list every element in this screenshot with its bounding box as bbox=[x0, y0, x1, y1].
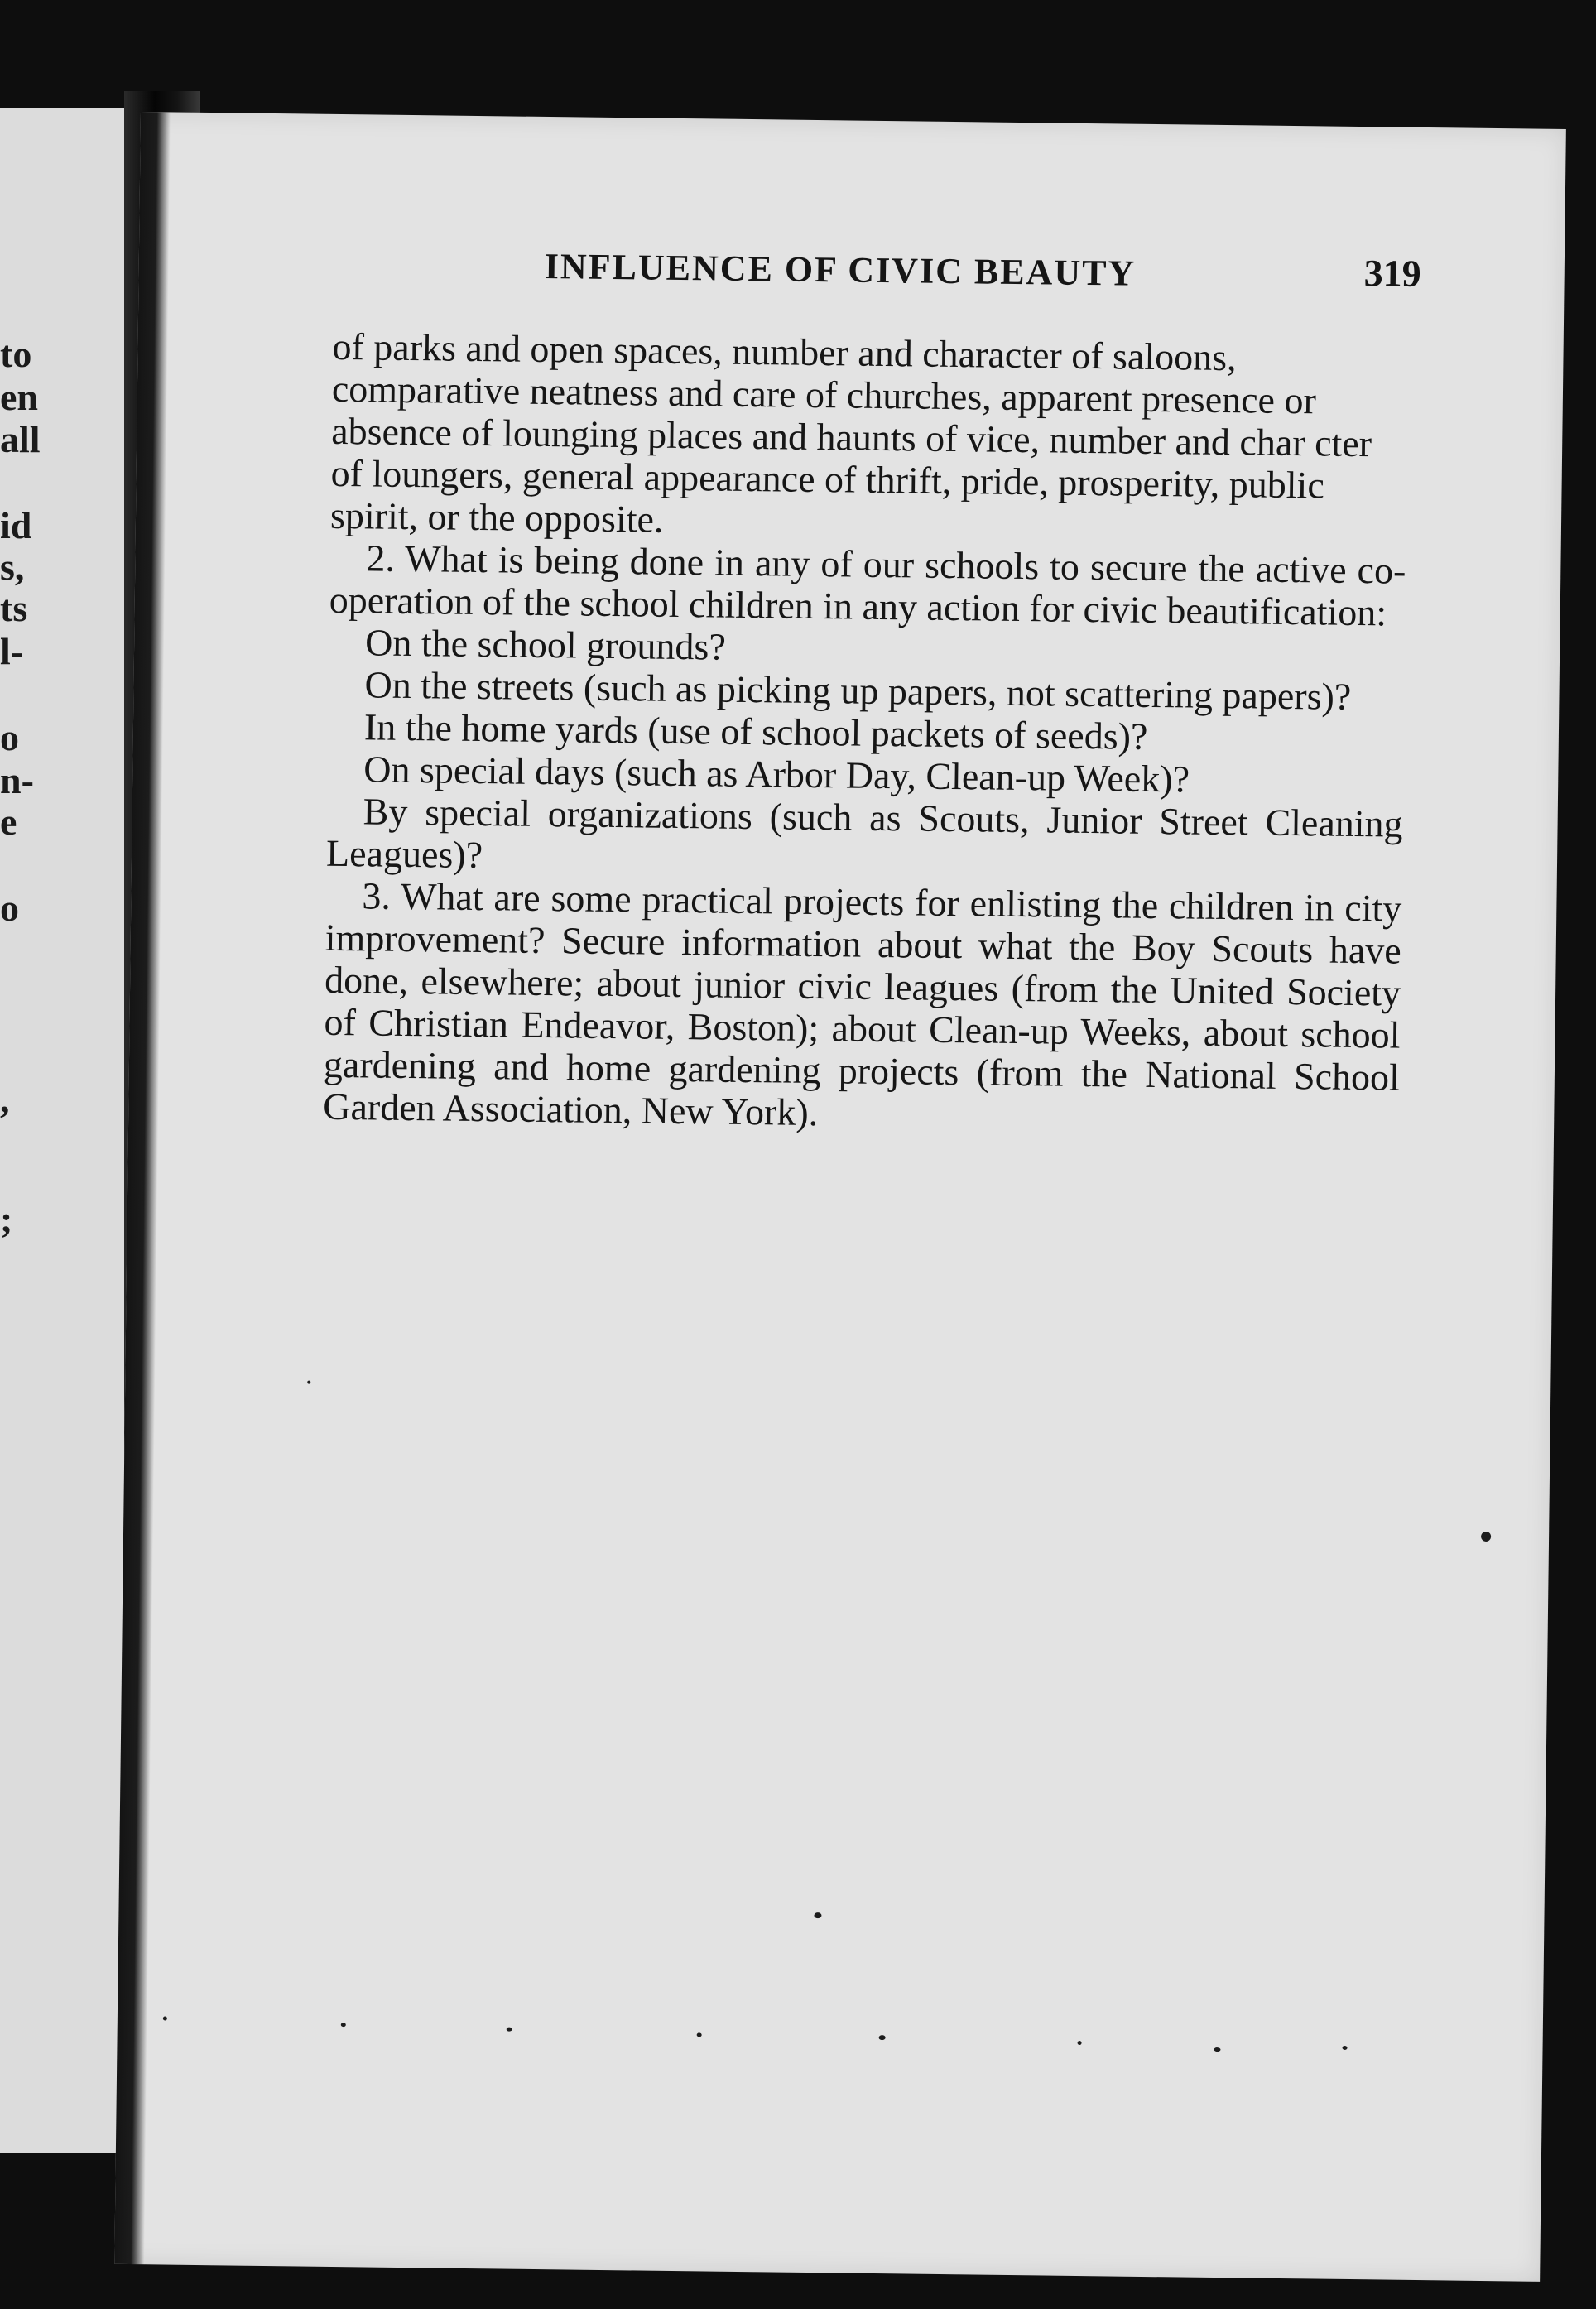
left-text-fragment: o bbox=[0, 887, 19, 929]
paragraph: On special days (such as Arbor Day, Clean-up Week)? bbox=[363, 748, 1190, 801]
book-page bbox=[114, 112, 1566, 2282]
paragraph: In the home yards (use of school packets of seeds)? bbox=[363, 705, 1148, 758]
dust-speck bbox=[341, 2023, 346, 2027]
paragraph: By special organizations (such as Scouts, Junior Street Cleaning Leagues)? bbox=[325, 790, 1403, 877]
dust-speck bbox=[1343, 2046, 1348, 2050]
page-number: 319 bbox=[1363, 252, 1422, 295]
paragraph: On the streets (such as picking up papers, not scattering papers)? bbox=[364, 663, 1352, 718]
left-text-fragment: n- bbox=[0, 759, 34, 801]
dust-speck bbox=[814, 1912, 821, 1918]
paragraph: On the school grounds? bbox=[364, 621, 727, 668]
left-text-fragment: o bbox=[0, 716, 19, 758]
dust-speck bbox=[307, 1381, 310, 1384]
left-text-fragment: ts bbox=[0, 587, 28, 629]
left-text-fragment: all bbox=[0, 418, 41, 460]
left-text-fragment: id bbox=[0, 504, 32, 546]
left-text-fragment: , bbox=[0, 1078, 10, 1120]
left-text-fragment: l- bbox=[0, 630, 24, 672]
left-text-fragment: to bbox=[0, 333, 32, 375]
dust-speck bbox=[1481, 1532, 1491, 1542]
dust-speck bbox=[507, 2028, 512, 2032]
left-page-fragment bbox=[0, 108, 124, 2153]
left-text-fragment: e bbox=[0, 801, 17, 843]
running-head: INFLUENCE OF CIVIC BEAUTY bbox=[544, 245, 1137, 294]
dust-speck bbox=[1214, 2047, 1220, 2052]
paragraph: 3. What are some practical projects for enlisting the children in city improvement? Secure information about what the Boy Scouts have done, elsewhere; about junior civic leagues (from the United Society of Christian Endeavor, Boston); about Clean-up Weeks, about school gardening and home gardening projects (from the National School Garden Association, New York). bbox=[323, 874, 1402, 1134]
left-text-fragment: ; bbox=[0, 1198, 13, 1240]
left-text-fragment: s, bbox=[0, 546, 25, 588]
dust-speck bbox=[697, 2032, 702, 2037]
dust-speck bbox=[1078, 2041, 1082, 2045]
paragraph: of parks and open spaces, number and character of saloons, comparative neatness and care of churches, apparent presence or absence of lounging places and haunts of vice, number and char cter of loungers, general appearance of thrift, pride, prosperity, public spirit, or the opposite. bbox=[329, 325, 1372, 541]
left-text-fragment: en bbox=[0, 376, 38, 418]
dust-speck bbox=[879, 2035, 886, 2040]
body-text bbox=[323, 325, 1409, 1141]
dust-speck bbox=[163, 2017, 167, 2021]
paragraph: 2. What is being done in any of our schools to secure the active co-operation of the school children in any action for civic beautification: bbox=[329, 536, 1406, 634]
